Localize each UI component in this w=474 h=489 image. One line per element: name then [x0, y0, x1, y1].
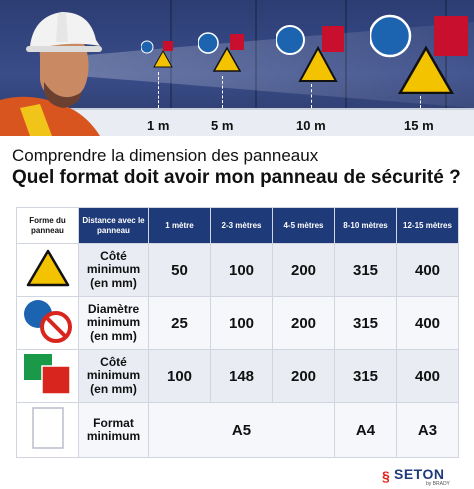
table-cell: 200	[273, 297, 335, 350]
blank-sheet-icon	[31, 406, 65, 450]
row-label: Côté minimum (en mm)	[79, 350, 149, 403]
table-cell: 25	[149, 297, 211, 350]
row-label: Côté minimum (en mm)	[79, 244, 149, 297]
table-cell: A5	[149, 403, 335, 458]
table-cell: 400	[397, 350, 459, 403]
signs-15m	[370, 14, 470, 94]
distance-label: 15 m	[404, 118, 434, 133]
table-cell: 315	[335, 297, 397, 350]
size-table	[16, 207, 459, 458]
table-cell: 100	[211, 244, 273, 297]
table-cell: 200	[273, 350, 335, 403]
subtitle: Comprendre la dimension des panneaux	[12, 146, 319, 165]
shape-cell	[17, 350, 79, 403]
column-header: Distance avec le panneau	[79, 208, 149, 244]
table-cell: 315	[335, 350, 397, 403]
signs-10m	[276, 24, 346, 82]
table-cell: 400	[397, 297, 459, 350]
table-row	[17, 297, 459, 350]
column-header: Forme du panneau	[17, 208, 79, 244]
distance-label: 1 m	[147, 118, 170, 133]
table-cell: A3	[397, 403, 459, 458]
warning-triangle-icon	[26, 249, 70, 287]
row-label: Format minimum	[79, 403, 149, 458]
shape-cell	[17, 297, 79, 350]
column-header: 1 mètre	[149, 208, 211, 244]
row-label: Diamètre minimum (en mm)	[79, 297, 149, 350]
distance-label: 10 m	[296, 118, 326, 133]
table-cell: 200	[273, 244, 335, 297]
table-cell: 100	[211, 297, 273, 350]
page-title: Quel format doit avoir mon panneau de sécurité ?	[12, 167, 461, 188]
square-signs-icon	[21, 351, 75, 397]
column-header: 2-3 mètres	[211, 208, 273, 244]
table-cell: A4	[335, 403, 397, 458]
table-cell: 100	[149, 350, 211, 403]
table-cell: 315	[335, 244, 397, 297]
table-row	[17, 244, 459, 297]
circle-signs-icon	[21, 298, 75, 344]
table-cell: 400	[397, 244, 459, 297]
table-cell: 50	[149, 244, 211, 297]
logo-byline: by BRADY	[426, 481, 450, 487]
signs-5m	[198, 32, 246, 72]
shape-cell	[17, 403, 79, 458]
table-row	[17, 403, 459, 458]
table-header-row	[17, 208, 459, 244]
logo-name: SETON	[394, 466, 445, 482]
column-header: 12-15 mètres	[397, 208, 459, 244]
hero-illustration	[0, 0, 474, 136]
table-row	[17, 350, 459, 403]
shape-cell	[17, 244, 79, 297]
distance-label: 5 m	[211, 118, 234, 133]
table-cell: 148	[211, 350, 273, 403]
seton-logo	[382, 465, 462, 487]
column-header: 8-10 mètres	[335, 208, 397, 244]
worker-illustration	[0, 0, 120, 136]
column-header: 4-5 mètres	[273, 208, 335, 244]
logo-mark-icon: §	[382, 468, 390, 484]
signs-1m	[141, 40, 175, 68]
